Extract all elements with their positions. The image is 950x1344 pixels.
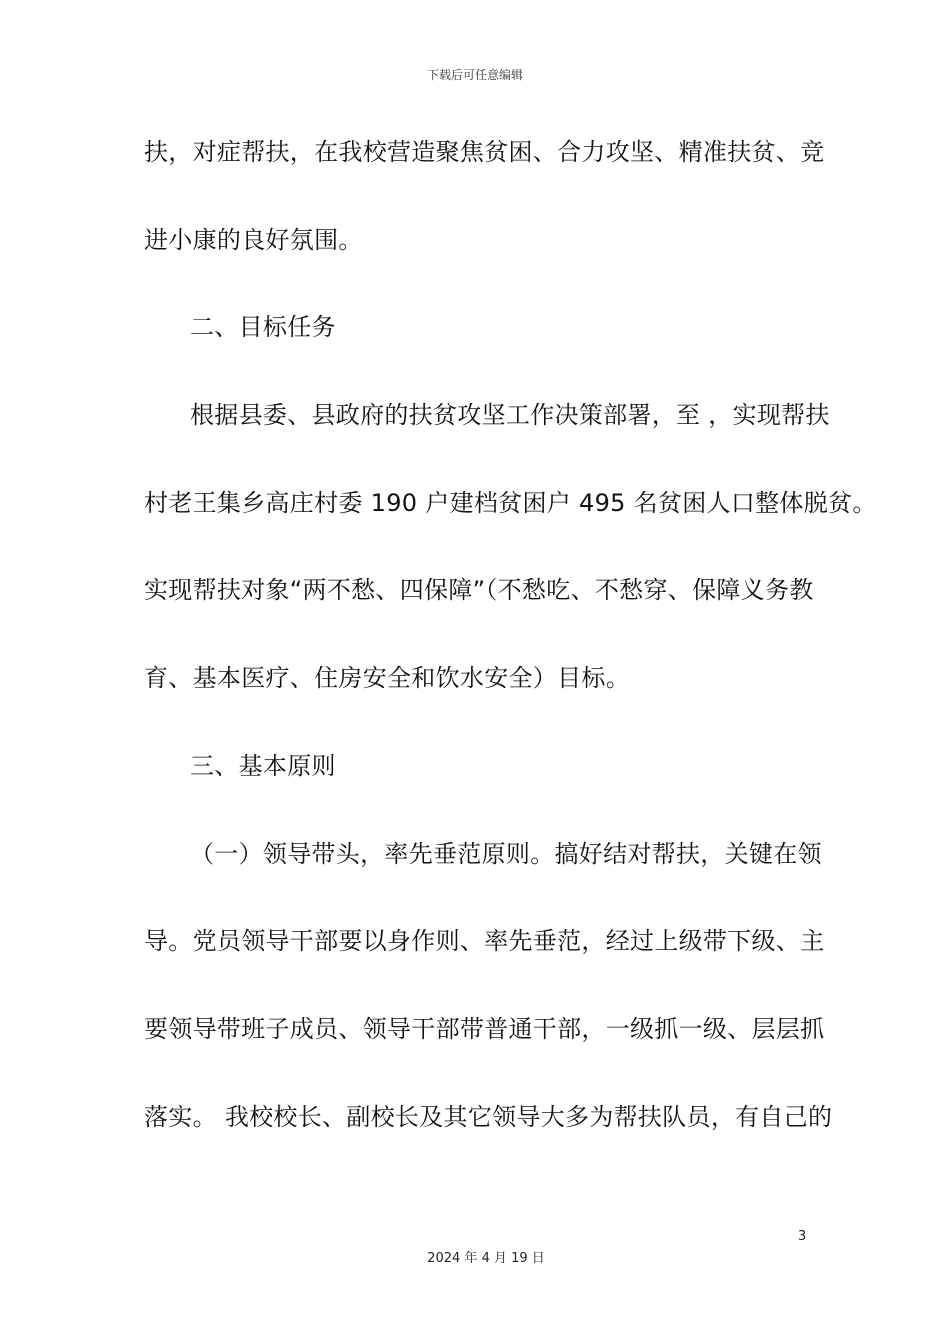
section-heading-principles: 三、基本原则 <box>190 752 336 780</box>
paragraph-line: 导。党员领导干部要以身作则、率先垂范，经过上级带下级、主 <box>144 927 825 955</box>
paragraph-line: 根据县委、县政府的扶贫攻坚工作决策部署，至 ，实现帮扶 <box>190 401 830 429</box>
header-note: 下载后可任意编辑 <box>426 68 523 82</box>
page-number: 3 <box>798 1229 807 1244</box>
paragraph-line: 村老王集乡高庄村委 190 户建档贫困户 495 名贫困人口整体脱贫。 <box>144 489 877 517</box>
paragraph-line: 落实。 我校校长、副校长及其它领导大多为帮扶队员，有自己的 <box>144 1103 833 1131</box>
paragraph-line: 实现帮扶对象“两不愁、四保障”（不愁吃、不愁穿、保障义务教 <box>144 576 814 604</box>
paragraph-line: 要领导带班子成员、领导干部带普通干部，一级抓一级、层层抓 <box>144 1015 825 1043</box>
paragraph-line: （一）领导带头，率先垂范原则。搞好结对帮扶，关键在领 <box>190 840 822 868</box>
section-heading-targets: 二、目标任务 <box>190 313 336 341</box>
paragraph-line: 进小康的良好氛围。 <box>144 226 363 254</box>
paragraph-line: 育、基本医疗、住房安全和饮水安全）目标。 <box>144 664 630 692</box>
footer-date: 2024 年 4 月 19 日 <box>427 1251 545 1266</box>
paragraph-line: 扶，对症帮扶，在我校营造聚焦贫困、合力攻坚、精准扶贫、竞 <box>144 138 825 166</box>
